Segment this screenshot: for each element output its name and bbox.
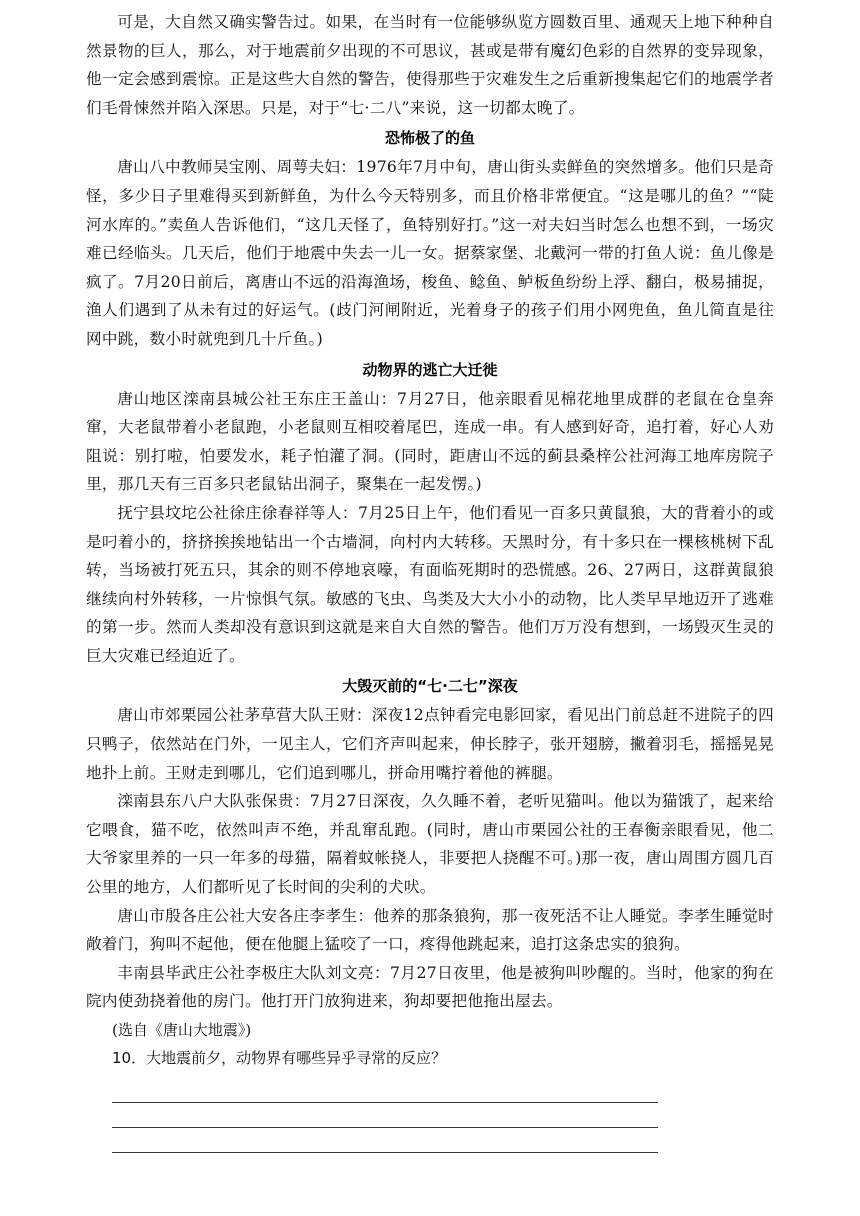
source-note: (选自《唐山大地震》) <box>112 1021 252 1039</box>
intro-paragraph: 可是，大自然又确实警告过。如果，在当时有一位能够纵览方圆数百里、通观天上地下种种自然景物的巨人，那么，对于地震前夕出现的不可思议，甚或是带有魔幻色彩的自然界的变异现象，他一定会感到震惊。正是这些大自然的警告，使得那些于灾难发生之后重新搜集起它们的地震学者们毛骨悚然并陷入深思。只是，对于“七·二八”来说，这一切都太晚了。 <box>86 13 774 117</box>
section-heading-night: 大毁灭前的“七·二七”深夜 <box>342 677 518 696</box>
paragraph-rats: 唐山地区滦南县城公社王东庄王盖山：7月27日，他亲眼看见棉花地里成群的老鼠在仓皇奔窜，大老鼠带着小老鼠跑，小老鼠则互相咬着尾巴，连成一串。有人感到好奇，追打着，好心人劝阻说：别打啦，怕要发水，耗子怕灌了洞。(同时，距唐山不远的蓟县桑梓公社河海工地库房院子里，那几天有三百多只老鼠钻出洞子，聚集在一起发愣。) <box>86 389 774 494</box>
answer-lines <box>86 1078 774 1153</box>
section-heading-migration: 动物界的逃亡大迁徙 <box>362 360 498 379</box>
paragraph-cats: 滦南县东八户大队张保贵：7月27日深夜，久久睡不着，老听见猫叫。他以为猫饿了，起来给它喂食，猫不吃，依然叫声不绝，并乱窜乱跑。(同时，唐山市栗园公社的王春衡亲眼看见，他二大爷家里养的一只一年多的母猫，隔着蚊帐挠人，非要把人挠醒不可。)那一夜，唐山周围方圆几百公里的地方，人们都听见了长时间的尖利的犬吠。 <box>86 792 774 897</box>
paragraph-dog-door: 丰南县毕武庄公社李极庄大队刘文亮：7月27日夜里，他是被狗叫吵醒的。当时，他家的狗在院内使劲挠着他的房门。他打开门放狗进来，狗却要把他拖出屋去。 <box>86 963 774 1011</box>
answer-line[interactable] <box>112 1078 658 1103</box>
answer-line[interactable] <box>112 1128 658 1153</box>
section-heading-fish: 恐怖极了的鱼 <box>384 129 475 148</box>
paragraph-wolfdog: 唐山市殷各庄公社大安各庄李孝生：他养的那条狼狗，那一夜死活不让人睡觉。李孝生睡觉时敞着门，狗叫不起他，便在他腿上猛咬了一口，疼得他跳起来，追打这条忠实的狼狗。 <box>86 906 774 954</box>
question-10: 10．大地震前夕，动物界有哪些异乎寻常的反应？ <box>112 1049 447 1067</box>
paragraph-weasels: 抚宁县坟坨公社徐庄徐春祥等人：7月25日上午，他们看见一百多只黄鼠狼，大的背着小的或是叼着小的，挤挤挨挨地钻出一个古墙洞，向村内大转移。天黑时分，有十多只在一棵核桃树下乱转，当场被打死五只，其余的则不停地哀嚎，有面临死期时的恐慌感。26、27两日，这群黄鼠狼继续向村外转移，一片惊惧气氛。敏感的飞虫、鸟类及大大小小的动物，比人类早早地迈开了逃难的第一步。然而人类却没有意识到这就是来自大自然的警告。他们万万没有想到，一场毁灭生灵的巨大灾难已经迫近了。 <box>86 503 774 665</box>
paragraph-fish: 唐山八中教师吴宝刚、周萼夫妇：1976年7月中旬，唐山街头卖鲜鱼的突然增多。他们只是奇怪，多少日子里难得买到新鲜鱼，为什么今天特别多，而且价格非常便宜。“这是哪儿的鱼？”“陡河水库的。”卖鱼人告诉他们，“这几天怪了，鱼特别好打。”这一对夫妇当时怎么也想不到，一场灾难已经临头。几天后，他们于地震中失去一儿一女。据蔡家堡、北戴河一带的打鱼人说：鱼儿像是疯了。7月20日前后，离唐山不远的沿海渔场，梭鱼、鲶鱼、鲈板鱼纷纷上浮、翻白，极易捕捉，渔人们遇到了从未有过的好运气。(歧门河闸附近，光着身子的孩子们用小网兜鱼，鱼儿简直是往网中跳，数小时就兜到几十斤鱼。) <box>86 158 774 348</box>
answer-line[interactable] <box>112 1103 658 1128</box>
paragraph-ducks: 唐山市郊栗园公社茅草营大队王财：深夜12点钟看完电影回家，看见出门前总赶不进院子的四只鸭子，依然站在门外，一见主人，它们齐声叫起来，伸长脖子，张开翅膀，撇着羽毛，摇摇晃晃地扑上前。王财走到哪儿，它们追到哪儿，拼命用嘴拧着他的裤腿。 <box>86 706 774 782</box>
